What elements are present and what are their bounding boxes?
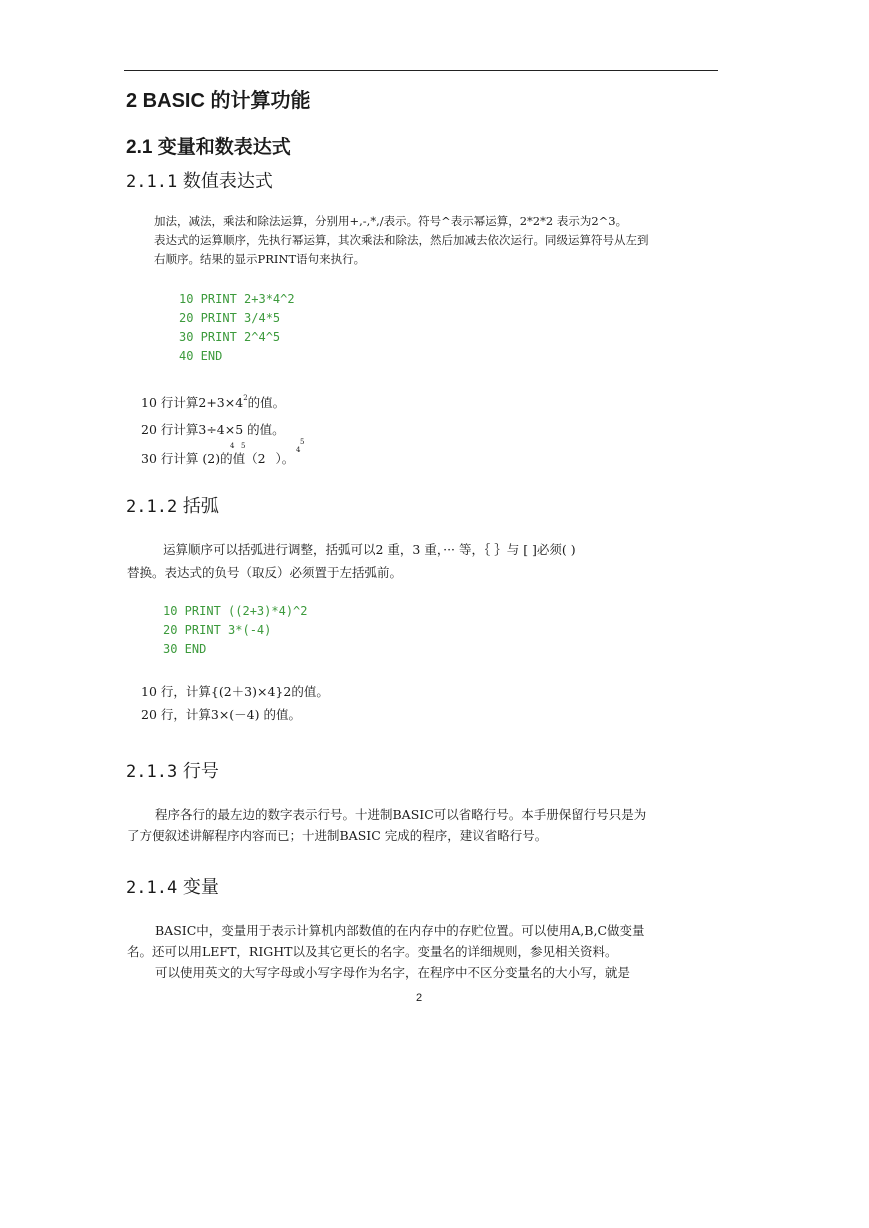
explanation-text: 30 行计算 (2	[141, 451, 216, 466]
explanation-line: 10 行，计算{(2＋3)×4}2的值。	[141, 684, 329, 699]
subsection-number: 2.1.3	[126, 762, 178, 782]
code-line: 30 PRINT 2^4^5	[179, 330, 281, 344]
subsection-number: 2.1.1	[126, 172, 178, 192]
superscript: 5	[300, 438, 305, 446]
paragraph-line: 可以使用英文的大写字母或小写字母作为名字，在程序中不区分变量名的大小写，就是	[155, 965, 631, 980]
explanation-text: 10 行计算2+3×4	[141, 395, 244, 410]
paragraph-line: 表达式的运算顺序，先执行幂运算，其次乘法和除法，然后加减去依次运行。同级运算符号从左到	[154, 233, 649, 247]
chapter-title: 2 BASIC 的计算功能	[126, 90, 311, 112]
code-line: 10 PRINT 2+3*4^2	[179, 292, 295, 306]
subsection-heading-2-1-4	[126, 873, 219, 899]
subsection-heading-2-1-1	[126, 167, 273, 193]
code-line: 40 END	[179, 349, 223, 363]
explanation-line: 20 行，计算3×(－4) 的值。	[141, 707, 301, 722]
explanation-line	[141, 393, 285, 411]
superscript: 5	[241, 442, 246, 450]
subsection-number: 2.1.2	[126, 497, 178, 517]
code-line: 20 PRINT 3/4*5	[179, 311, 281, 325]
page-number: 2	[416, 992, 423, 1004]
superscript: 2	[243, 394, 248, 402]
subsection-title: 行号	[182, 761, 219, 782]
paragraph-line: BASIC中，变量用于表示计算机内部数值的在内存中的存贮位置。可以使用A,B,C做变量	[155, 923, 645, 938]
paragraph-line: 替换。表达式的负号（取反）必须置于左括弧前。	[127, 565, 403, 580]
subsection-heading-2-1-3	[126, 757, 219, 783]
explanation-text: )	[215, 451, 221, 466]
paragraph-line: 名。还可以用LEFT，RIGHT以及其它更长的名字。变量名的详细规则，参见相关资料。	[127, 944, 618, 959]
explanation-text: 的值。	[247, 395, 286, 410]
subsection-heading-2-1-2	[126, 492, 219, 518]
code-line: 30 END	[163, 642, 207, 656]
explanation-line: 20 行计算3÷4×5 的值。	[141, 422, 285, 437]
paragraph-line: 运算顺序可以括弧进行调整，括弧可以2 重，3 重，··· 等，｛ ｝与 [ ]必须( )	[163, 542, 576, 557]
subsection-title: 数值表达式	[182, 171, 273, 192]
superscript: 4	[296, 446, 301, 454]
paragraph-line: 程序各行的最左边的数字表示行号。十进制BASIC可以省略行号。本手册保留行号只是为	[155, 807, 647, 822]
explanation-text: 的值（2	[220, 451, 266, 466]
subsection-number: 2.1.4	[126, 878, 178, 898]
header-rule	[124, 70, 718, 71]
section-title: 2.1 变量和数表达式	[126, 137, 291, 158]
paragraph-line: 了方便叙述讲解程序内容而已；十进制BASIC 完成的程序，建议省略行号。	[127, 828, 548, 843]
subsection-title: 括弧	[182, 496, 219, 517]
paragraph-line: 右顺序。结果的显示PRINT语句来执行。	[154, 252, 366, 266]
subsection-title: 变量	[182, 877, 219, 898]
explanation-text: ）。	[275, 451, 295, 466]
paragraph-line: 加法，减法，乘法和除法运算，分别用+,-,*,/表示。符号^表示幂运算，2*2*2 表示为2^3。	[154, 214, 628, 228]
superscript: 4	[230, 442, 235, 450]
code-line: 20 PRINT 3*(-4)	[163, 623, 272, 637]
code-line: 10 PRINT ((2+3)*4)^2	[163, 604, 308, 618]
explanation-line	[141, 449, 294, 467]
